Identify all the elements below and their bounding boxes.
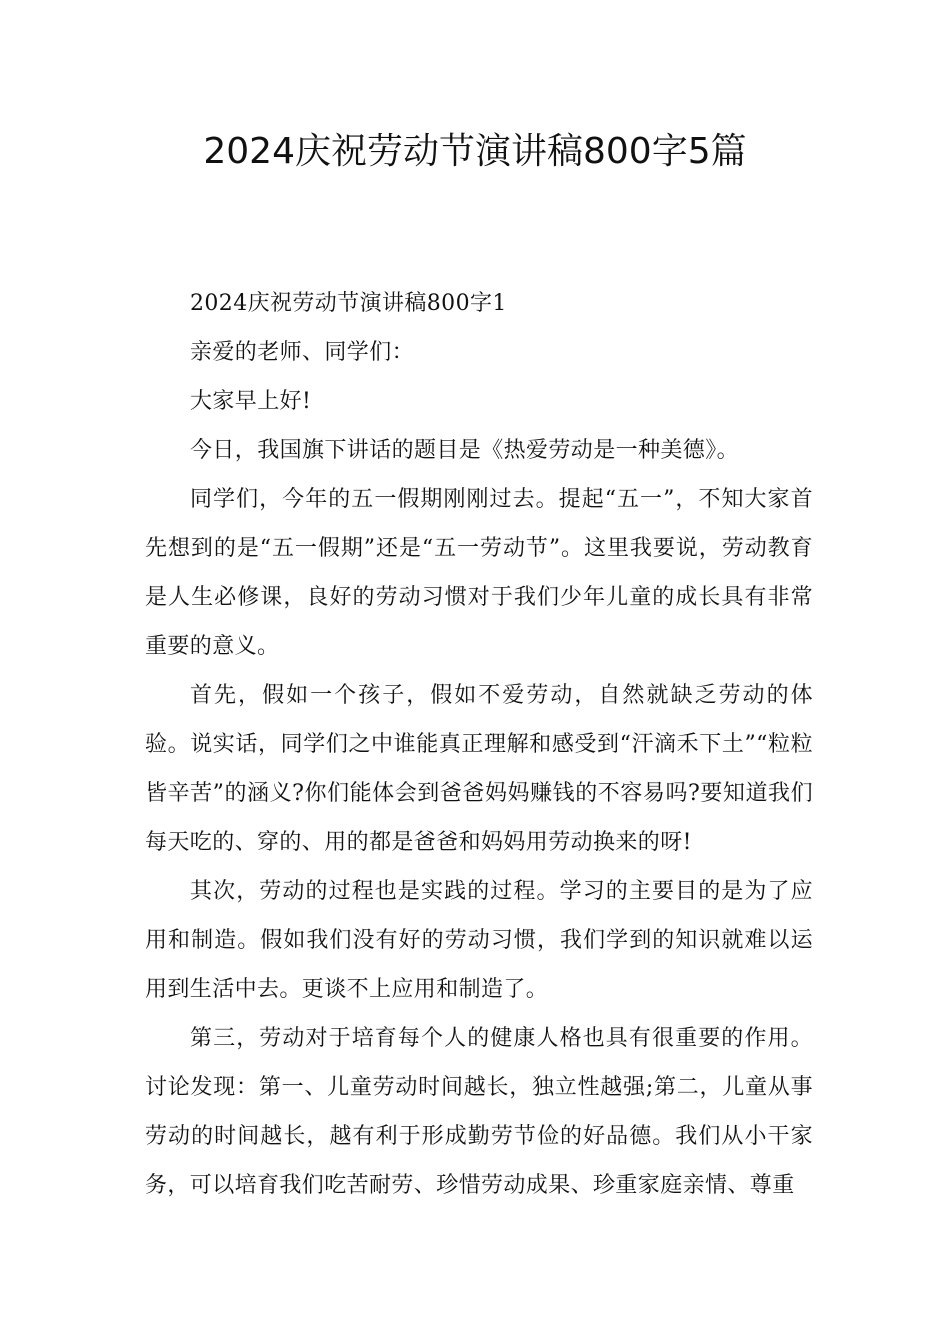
salutation: 亲爱的老师、同学们： <box>190 340 415 365</box>
speech-topic: 今日，我国旗下讲话的题目是《热爱劳动是一种美德》。 <box>190 438 740 463</box>
section-heading: 2024庆祝劳动节演讲稿800字1 <box>190 291 507 316</box>
body-paragraph: 第三，劳动对于培育每个人的健康人格也具有很重要的作用。讨论发现：第一、儿童劳动时间越长，独立性越强;第二，儿童从事劳动的时间越长，越有利于形成勤劳节俭的好品德。我们从小干家务，可以培育我们吃苦耐劳、珍惜劳动成果、珍重家庭亲情、尊重 <box>145 1026 813 1198</box>
greeting: 大家早上好! <box>190 389 312 414</box>
body-paragraph: 其次，劳动的过程也是实践的过程。学习的主要目的是为了应用和制造。假如我们没有好的劳动习惯，我们学到的知识就难以运用到生活中去。更谈不上应用和制造了。 <box>145 879 813 1002</box>
body-paragraph: 同学们，今年的五一假期刚刚过去。提起“五一”，不知大家首先想到的是“五一假期”还是“五一劳动节”。这里我要说，劳动教育是人生必修课，良好的劳动习惯对于我们少年儿童的成长具有非常重要的意义。 <box>145 487 813 659</box>
document-title: 2024庆祝劳动节演讲稿800字5篇 <box>203 131 747 172</box>
document-body <box>145 279 813 1210</box>
body-paragraph: 首先，假如一个孩子，假如不爱劳动，自然就缺乏劳动的体验。说实话，同学们之中谁能真正理解和感受到“汗滴禾下土”“粒粒皆辛苦”的涵义?你们能体会到爸爸妈妈赚钱的不容易吗?要知道我们每天吃的、穿的、用的都是爸爸和妈妈用劳动换来的呀! <box>145 683 813 855</box>
